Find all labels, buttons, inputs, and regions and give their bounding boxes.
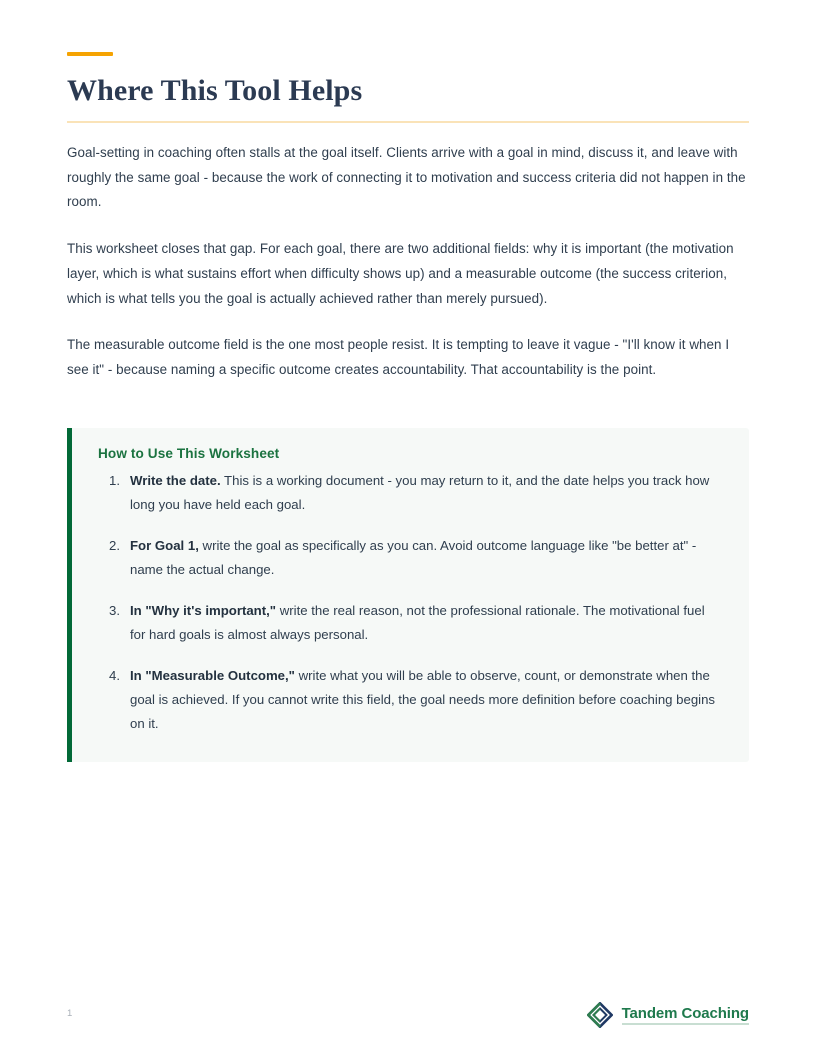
list-item xyxy=(98,599,723,647)
page-title: Where This Tool Helps xyxy=(67,74,363,107)
list-item-text: This is a working document - you may return to it, and the date helps you track how long you have held each goal. xyxy=(130,473,710,512)
accent-bar-icon xyxy=(67,52,113,56)
title-divider xyxy=(67,121,749,123)
list-item xyxy=(98,469,723,517)
list-item-text: write the goal as specifically as you can. Avoid outcome language like "be better at" - name the actual change. xyxy=(130,538,697,577)
list-item-number: 3. xyxy=(109,603,120,618)
document-header xyxy=(67,52,749,123)
list-item-lead: In "Why it's important," xyxy=(130,603,277,618)
body-content xyxy=(67,141,749,383)
list-item-lead: For Goal 1, xyxy=(130,538,199,553)
list-item-number: 1. xyxy=(109,473,120,488)
brand-logo xyxy=(587,1002,749,1028)
how-to-use-callout xyxy=(67,428,749,762)
list-item-lead: In "Measurable Outcome," xyxy=(130,668,295,683)
brand-wordmark: Tandem Coaching xyxy=(622,1006,749,1025)
list-item-lead: Write the date. xyxy=(130,473,221,488)
list-item-number: 4. xyxy=(109,668,120,683)
list-item-text: write what you will be able to observe, count, or demonstrate when the goal is achieved. If you cannot write this field, the goal needs more definition before coaching begins on it. xyxy=(130,668,716,731)
list-item-number: 2. xyxy=(109,538,120,553)
list-item xyxy=(98,664,723,736)
body-paragraph-1: Goal-setting in coaching often stalls at the goal itself. Clients arrive with a goal in mind, discuss it, and leave with roughly the same goal - because the work of connecting it to motivation and success criteria did not happen in the room. xyxy=(67,145,746,210)
callout-heading: How to Use This Worksheet xyxy=(98,446,280,461)
list-item-text: write the real reason, not the professional rationale. The motivational fuel for hard goals is almost always personal. xyxy=(130,603,705,642)
instruction-list xyxy=(98,469,723,736)
page-number: 1 xyxy=(67,1008,73,1019)
tandem-diamond-logo-icon xyxy=(587,1002,613,1028)
body-paragraph-3: The measurable outcome field is the one most people resist. It is tempting to leave it vague - "I'll know it when I see it" - because naming a specific outcome creates accountability. That accountability is the point. xyxy=(67,337,730,377)
list-item xyxy=(98,534,723,582)
body-paragraph-2: This worksheet closes that gap. For each goal, there are two additional fields: why it is important (the motivation layer, which is what sustains effort when difficulty shows up) and a measurable outcome (the success criterion, which is what tells you the goal is actually achieved rather than merely pursued). xyxy=(67,241,734,306)
